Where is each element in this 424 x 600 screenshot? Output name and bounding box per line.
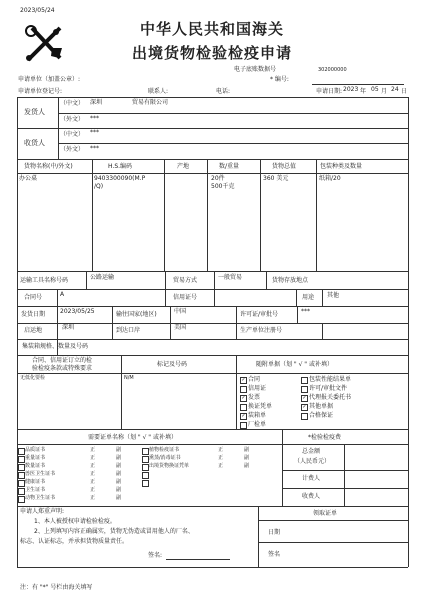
consignee-cn-label: （中文） <box>60 131 85 138</box>
header-date: 2023/05/24 <box>20 7 55 14</box>
cert-checkbox[interactable] <box>142 472 149 479</box>
goods-col-origin: 产地 <box>177 163 190 170</box>
cert-copy: 副 <box>244 455 250 461</box>
producer-reg-label: 生产单位注册号 <box>240 327 283 334</box>
signature-line[interactable] <box>166 559 230 560</box>
cert-orig: 正 <box>90 479 96 485</box>
declaration-title: 申请人郑重声明: <box>20 508 65 515</box>
goods-col-pack: 包装种类及数量 <box>320 163 363 170</box>
apply-year-unit: 年 <box>360 88 367 95</box>
doc-checkbox-packing[interactable]: ✓ <box>241 413 246 419</box>
fee-collector-label: 收费人 <box>302 493 321 500</box>
cert-checkbox[interactable] <box>18 488 25 495</box>
cert-checkbox[interactable] <box>142 456 149 463</box>
contract-no-label: 合同号 <box>24 294 43 301</box>
goods-value[interactable]: 360 美元 <box>263 175 289 182</box>
cert-label: 出境货物换证凭单 <box>149 463 190 469</box>
apply-day-unit: 日 <box>401 88 408 95</box>
declaration-line3: 标志、认证标志，并承担货物质量责任。 <box>20 538 129 545</box>
receive-date-label: 日期 <box>268 529 281 536</box>
cert-label: 熏蒸/消毒证书 <box>149 455 181 461</box>
doc-checkbox-agency[interactable]: ✓ <box>302 395 307 401</box>
cert-checkbox[interactable] <box>18 464 25 471</box>
cert-orig: 正 <box>90 487 96 493</box>
declaration-line2: 2、上列填写内容正确属实，货物无伪造或冒用他人的厂名、 <box>34 528 194 535</box>
form-title-line1: 中华人民共和国海关 <box>140 20 285 38</box>
doc-checkbox-invoice[interactable]: ✓ <box>241 395 246 401</box>
cert-label: 重量证书 <box>25 455 46 461</box>
cert-orig: 正 <box>90 447 96 453</box>
cert-orig: 正 <box>218 463 224 469</box>
docs-label: 随附单据（划 " √ " 或补填） <box>256 361 333 368</box>
cert-checkbox[interactable] <box>18 472 25 479</box>
cert-label: 卫生证书 <box>25 487 46 493</box>
cert-checkbox[interactable] <box>18 448 25 455</box>
transport-means-value[interactable]: 公路运输 <box>90 274 115 281</box>
cert-label: 动物卫生证书 <box>25 495 56 501</box>
cert-checkbox[interactable] <box>142 480 149 487</box>
apply-year: 2023 <box>343 86 359 93</box>
cert-checkbox[interactable] <box>142 464 149 471</box>
cert-copy: 副 <box>116 495 122 501</box>
arrival-port-label: 到达口岸 <box>116 327 141 334</box>
doc-checkbox-contract[interactable]: ✓ <box>241 377 246 383</box>
doc-checkbox-permit[interactable] <box>301 386 308 393</box>
cert-checkbox[interactable] <box>18 480 25 487</box>
cert-label: 品质证书 <box>25 447 46 453</box>
fee-header: *检验检疫费 <box>308 434 342 441</box>
license-no-label: 许可证/审批号 <box>240 311 279 318</box>
consignor-label: 发货人 <box>24 108 45 116</box>
consignor-en-label: （外文） <box>60 116 85 123</box>
doc-label-factory: 厂检单 <box>248 421 267 428</box>
cert-copy: 副 <box>116 487 122 493</box>
goods-col-qty: 数/重量 <box>219 163 240 170</box>
receive-sign-label: 签名 <box>268 551 281 558</box>
cert-orig: 正 <box>90 495 96 501</box>
form-title-line2: 出境货物检验检疫申请 <box>132 44 293 62</box>
dest-country-label: 输往国家(地区) <box>116 311 157 318</box>
goods-qty-line1[interactable]: 20件 <box>211 175 225 182</box>
phone-label: 电话: <box>216 88 231 95</box>
doc-label-contract: 合同 <box>248 376 261 383</box>
marks-value[interactable]: N/M <box>124 375 134 381</box>
consignor-cn-company[interactable]: 贸易有限公司 <box>132 99 169 106</box>
cert-orig: 正 <box>218 455 224 461</box>
consignor-en-value[interactable]: *** <box>90 115 99 122</box>
cert-copy: 副 <box>244 463 250 469</box>
applicant-unit-label: 申请单位（加盖公章）: <box>18 76 81 83</box>
purpose-label: 用途 <box>302 294 315 301</box>
consignor-cn-label: （中文） <box>60 100 85 107</box>
signature-label: 签名: <box>148 552 163 559</box>
goods-col-name: 货物名称(中/外文) <box>24 163 73 170</box>
transport-means-label: 运输工具名称号码 <box>20 277 69 284</box>
total-amount-label: 总金额 <box>302 448 321 455</box>
receive-cert-label: 领取证单 <box>313 510 338 517</box>
cert-orig: 正 <box>218 447 224 453</box>
ship-date-label: 发货日期 <box>21 311 46 318</box>
goods-hs-line1[interactable]: 9403300090(M.P <box>94 175 146 182</box>
doc-label-pack-perf: 包装性能结果单 <box>309 376 352 383</box>
cert-label: 健康证书 <box>25 479 46 485</box>
cert-copy: 副 <box>116 471 122 477</box>
doc-checkbox-other[interactable]: ✓ <box>302 404 307 410</box>
goods-name[interactable]: 办公桌 <box>19 175 38 182</box>
apply-date-label: 申请日期: <box>316 88 343 95</box>
dest-country-value[interactable]: 中国 <box>174 308 187 315</box>
marks-label: 标记及号码 <box>157 361 188 368</box>
consignor-cn-city[interactable]: 深圳 <box>90 99 103 106</box>
doc-label-lc: 信用证 <box>248 385 267 392</box>
applicant-reg-label: 申请单位登记号: <box>18 88 63 95</box>
fee-calculator-label: 计费人 <box>302 475 321 482</box>
declaration-line1: 1、本人被授权申请检验检疫。 <box>34 518 116 525</box>
contact-label: 联系人: <box>148 88 169 95</box>
doc-label-other: 其他单据 <box>309 403 334 410</box>
apply-day: 24 <box>391 86 399 93</box>
customs-emblem-icon <box>22 22 66 66</box>
goods-hs-line2[interactable]: /Q) <box>94 183 104 190</box>
cert-copy: 副 <box>116 463 122 469</box>
consignee-en-label: （外文） <box>60 146 85 153</box>
electronic-no-label: 电子底账数据号 <box>234 66 277 73</box>
trade-mode-label: 贸易方式 <box>173 277 198 284</box>
number-label: * 编号: <box>270 76 289 83</box>
consignee-label: 收货人 <box>24 139 45 147</box>
cert-label: 数量证书 <box>25 463 46 469</box>
apply-month-unit: 月 <box>381 88 388 95</box>
doc-checkbox-factory[interactable] <box>240 422 247 429</box>
doc-label-exchange: 换证凭单 <box>248 403 273 410</box>
purpose-value[interactable]: 其他 <box>327 292 340 299</box>
total-amount-unit: （人民币元） <box>294 458 331 465</box>
cert-copy: 副 <box>116 447 122 453</box>
origin-port-label: 启运地 <box>24 327 43 334</box>
goods-col-hs: H.S.编码 <box>108 163 133 170</box>
ship-date-value[interactable]: 2023/05/25 <box>60 308 95 315</box>
cert-orig: 正 <box>90 455 96 461</box>
electronic-no-value: 302000000 <box>318 67 347 73</box>
doc-checkbox-guarantee[interactable] <box>301 413 308 420</box>
arrival-port-value[interactable]: 美国 <box>174 324 187 331</box>
storage-place-label: 货物存放地点 <box>272 277 309 284</box>
cert-header: 需要证单名称（划 " √ " 或补填） <box>88 434 177 441</box>
lc-terms-line1: 合同、信用证订立的检 <box>32 357 93 364</box>
doc-label-invoice: 发票 <box>248 394 261 401</box>
goods-qty-line2[interactable]: 500千克 <box>211 183 235 190</box>
cert-orig: 正 <box>90 471 96 477</box>
cert-checkbox[interactable] <box>142 448 149 455</box>
doc-label-guarantee: 合格保证 <box>309 412 334 419</box>
cert-checkbox[interactable] <box>18 456 25 463</box>
consignee-en-value[interactable]: *** <box>90 145 99 152</box>
goods-pack[interactable]: 纸箱/20 <box>319 175 341 182</box>
special-requirements[interactable]: 无低化要检 <box>20 375 46 381</box>
doc-label-permit: 许可/审批文件 <box>309 385 348 392</box>
contract-no-value[interactable]: A <box>60 291 65 298</box>
cert-copy: 副 <box>116 479 122 485</box>
goods-col-value: 货物总值 <box>272 163 297 170</box>
footer-note: 注：有 "*" 号栏由海关填写 <box>20 584 93 591</box>
cert-checkbox[interactable] <box>18 496 25 503</box>
trade-mode-value[interactable]: 一般贸易 <box>218 274 243 281</box>
cert-label: 植物检疫证书 <box>149 447 180 453</box>
lc-terms-line2: 验检疫条款或特殊要求 <box>32 365 93 372</box>
doc-checkbox-pack-perf[interactable] <box>301 377 308 384</box>
cert-copy: 副 <box>244 447 250 453</box>
apply-month: 05 <box>371 86 379 93</box>
license-no-value[interactable]: *** <box>301 308 310 315</box>
cert-orig: 正 <box>90 463 96 469</box>
consignee-cn-value[interactable]: *** <box>90 129 99 136</box>
doc-label-packing: 装箱单 <box>248 412 267 419</box>
cert-label: 兽医卫生证书 <box>25 471 56 477</box>
doc-checkbox-lc[interactable] <box>240 386 247 393</box>
doc-label-agency: 代理报关委托书 <box>309 394 352 401</box>
container-label: 集装箱规格、数量及号码 <box>22 343 89 350</box>
lc-no-label: 信用证号 <box>173 294 198 301</box>
origin-port-value[interactable]: 深圳 <box>62 324 75 331</box>
cert-copy: 副 <box>116 455 122 461</box>
doc-checkbox-exchange[interactable] <box>240 404 247 411</box>
